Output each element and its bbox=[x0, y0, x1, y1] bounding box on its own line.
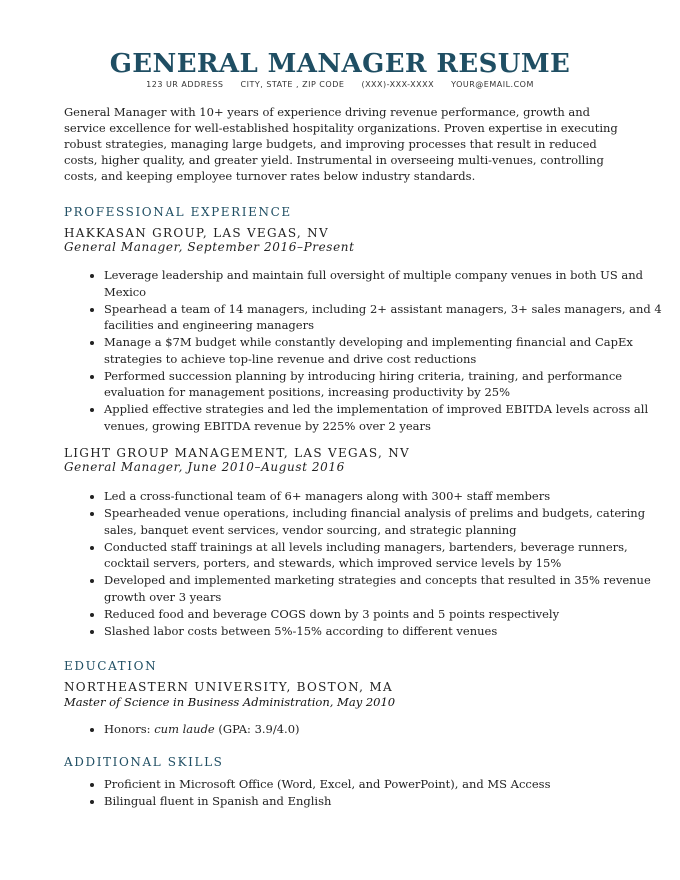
job-bullet-list bbox=[64, 267, 664, 435]
list-item: • Performed succession planning by introducing hiring criteria, training, and performance evaluation for management positions, increasing productivity by 25% bbox=[104, 368, 664, 401]
list-item: • Developed and implemented marketing strategies and concepts that resulted in 35% revenue growth over 3 years bbox=[104, 572, 664, 605]
job-company: HAKKASAN GROUP, LAS VEGAS, NV bbox=[64, 226, 329, 240]
list-item bbox=[104, 721, 664, 738]
list-item: • Manage a $7M budget while constantly developing and implementing financial and CapEx strategies to achieve top-line revenue and drive cost reductions bbox=[104, 334, 664, 367]
contact-line bbox=[0, 80, 680, 89]
honors-gpa: (GPA: 3.9/4.0) bbox=[214, 722, 300, 736]
list-item: • Spearheaded venue operations, including financial analysis of prelims and budgets, catering sales, banquet event services, vendor sourcing, and strategic planning bbox=[104, 505, 664, 538]
contact-address: 123 UR ADDRESS bbox=[146, 80, 224, 89]
honors-label: Honors: bbox=[104, 722, 155, 736]
skills-bullet-list bbox=[64, 776, 664, 810]
job-role: General Manager, June 2010–August 2016 bbox=[64, 460, 345, 474]
contact-email: YOUR@EMAIL.COM bbox=[451, 80, 534, 89]
education-degree: Master of Science in Business Administration, May 2010 bbox=[64, 695, 396, 709]
list-item: • Bilingual fluent in Spanish and English bbox=[104, 793, 664, 810]
section-heading-experience: PROFESSIONAL EXPERIENCE bbox=[64, 205, 292, 219]
section-heading-education: EDUCATION bbox=[64, 659, 158, 673]
job-bullet-list bbox=[64, 488, 664, 640]
list-item: • Spearhead a team of 14 managers, including 2+ assistant managers, 3+ sales managers, and 4 facilities and engineering managers bbox=[104, 301, 664, 334]
contact-phone: (XXX)-XXX-XXXX bbox=[361, 80, 435, 89]
job-company: LIGHT GROUP MANAGEMENT, LAS VEGAS, NV bbox=[64, 446, 410, 460]
professional-summary: General Manager with 10+ years of experience driving revenue performance, growth and service excellence for well-established hospitality organizations. Proven expertise in executing robust strategies, managing large budgets, and improving processes that result in reduced costs, higher quality, and greater yield. Instrumental in overseeing multi-venues, controlling costs, and keeping employee turnover rates below industry standards. bbox=[64, 105, 618, 183]
section-heading-skills: ADDITIONAL SKILLS bbox=[64, 755, 224, 769]
resume-title: GENERAL MANAGER RESUME bbox=[109, 49, 571, 79]
list-item: • Slashed labor costs between 5%-15% according to different venues bbox=[104, 623, 664, 640]
education-school: NORTHEASTERN UNIVERSITY, BOSTON, MA bbox=[64, 680, 393, 694]
list-item: • Proficient in Microsoft Office (Word, Excel, and PowerPoint), and MS Access bbox=[104, 776, 664, 793]
list-item: • Applied effective strategies and led the implementation of improved EBITDA levels across all venues, growing EBITDA revenue by 225% over 2 years bbox=[104, 401, 664, 434]
list-item: • Led a cross-functional team of 6+ managers along with 300+ staff members bbox=[104, 488, 664, 505]
education-bullet-list bbox=[64, 721, 664, 738]
job-role: General Manager, September 2016–Present bbox=[64, 240, 355, 254]
contact-city-state-zip: CITY, STATE , ZIP CODE bbox=[240, 80, 345, 89]
honors-value: cum laude bbox=[154, 722, 215, 736]
list-item: • Reduced food and beverage COGS down by 3 points and 5 points respectively bbox=[104, 606, 664, 623]
list-item: • Leverage leadership and maintain full oversight of multiple company venues in both US and Mexico bbox=[104, 267, 664, 300]
list-item: • Conducted staff trainings at all levels including managers, bartenders, beverage runners, cocktail servers, porters, and stewards, which improved service levels by 15% bbox=[104, 539, 664, 572]
